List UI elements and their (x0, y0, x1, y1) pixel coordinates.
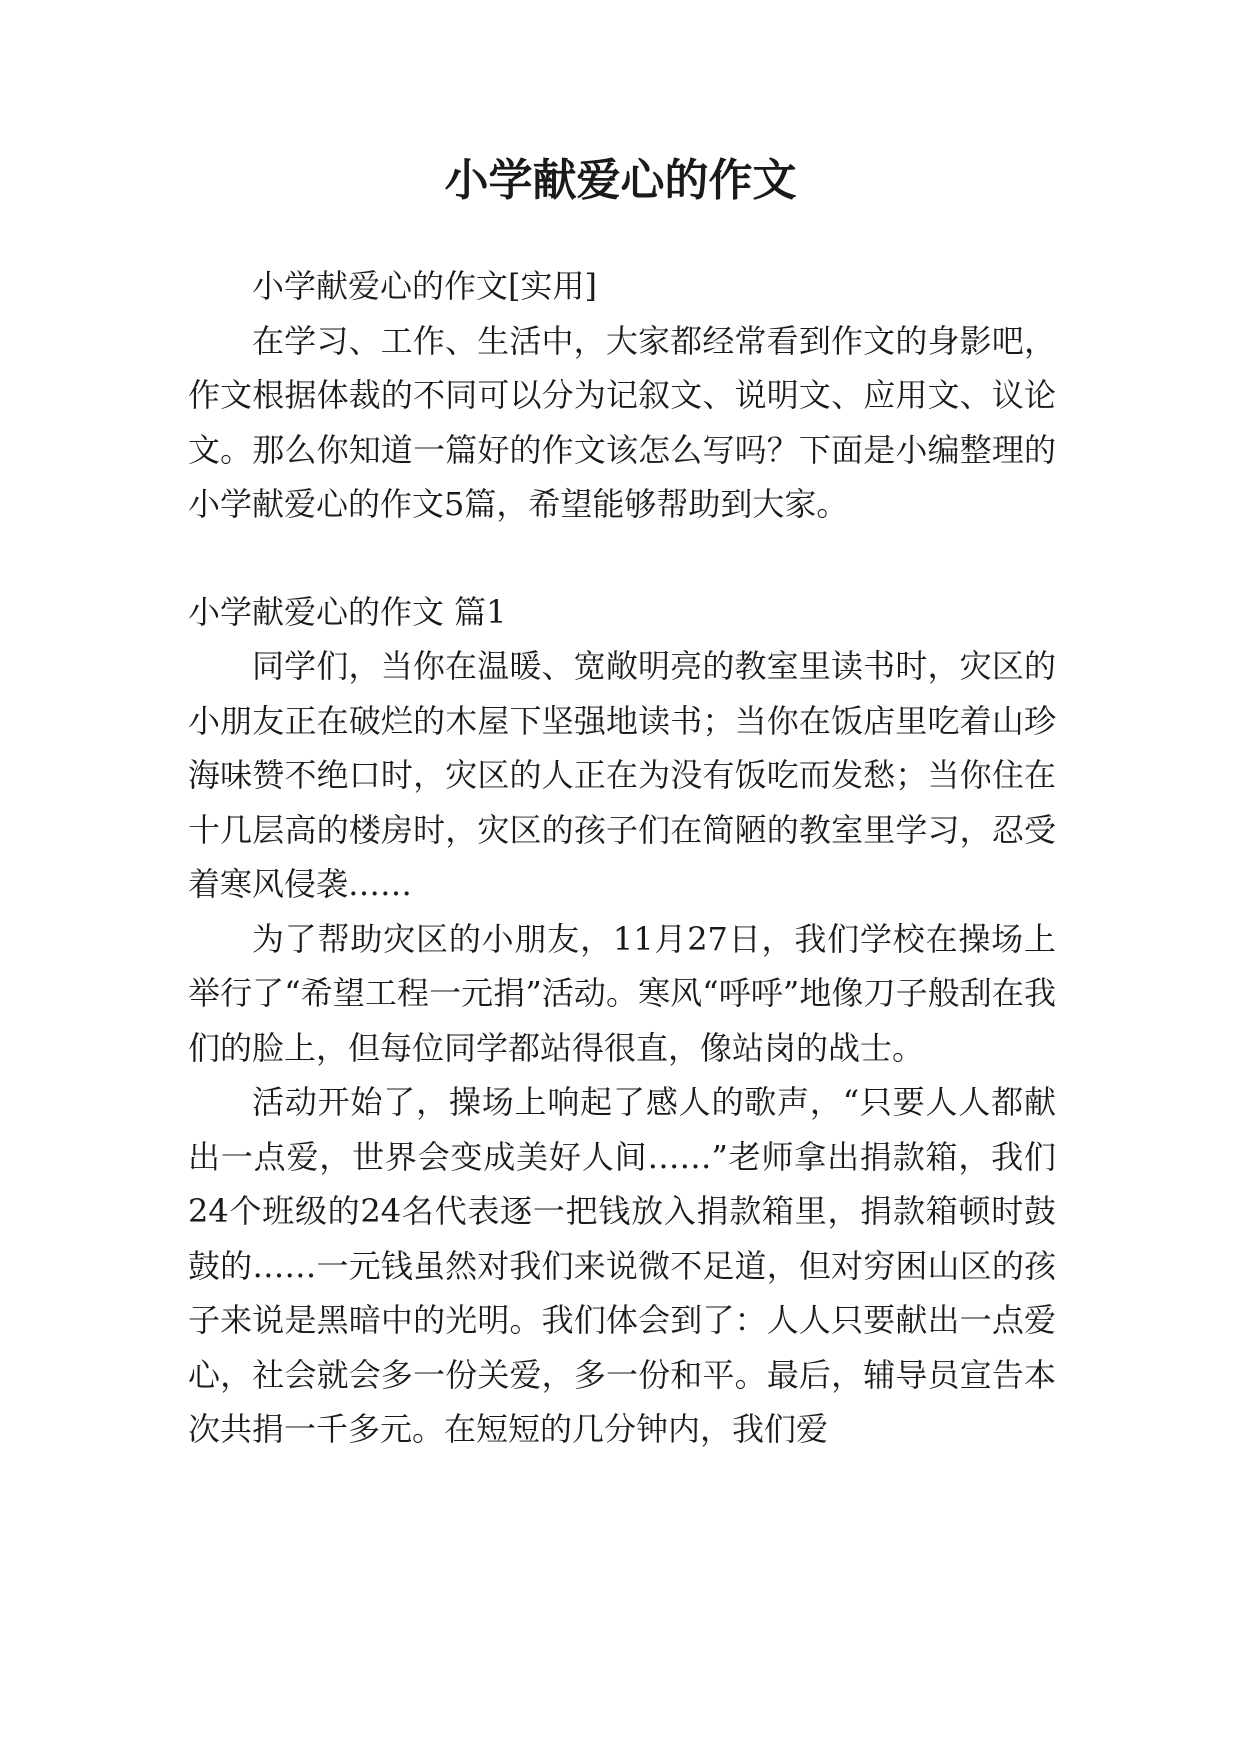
section-heading: 小学献爱心的作文 篇1 (188, 592, 507, 631)
document-body (188, 259, 1056, 1457)
intro-paragraph: 在学习、工作、生活中，大家都经常看到作文的身影吧，作文根据体裁的不同可以分为记叙文、说明文、应用文、议论文。那么你知道一篇好的作文该怎么写吗？下面是小编整理的小学献爱心的作文5篇，希望能够帮助到大家。 (188, 321, 1056, 523)
body-paragraph: 活动开始了，操场上响起了感人的歌声，“只要人人都献出一点爱，世界会变成美好人间……”老师拿出捐款箱，我们24个班级的24名代表逐一把钱放入捐款箱里，捐款箱顿时鼓鼓的……一元钱虽然对我们来说微不足道，但对穷困山区的孩子来说是黑暗中的光明。我们体会到了：人人只要献出一点爱心，社会就会多一份关爱，多一份和平。最后，辅导员宣告本次共捐一千多元。在短短的几分钟内，我们爱 (188, 1083, 1056, 1448)
body-paragraph: 同学们，当你在温暖、宽敞明亮的教室里读书时，灾区的小朋友正在破烂的木屋下坚强地读书；当你在饭店里吃着山珍海味赞不绝口时，灾区的人正在为没有饭吃而发愁；当你住在十几层高的楼房时，灾区的孩子们在简陋的教室里学习，忍受着寒风侵袭…… (188, 647, 1056, 903)
document-title: 小学献爱心的作文 (444, 155, 797, 206)
subtitle-paragraph: 小学献爱心的作文[实用] (252, 267, 597, 305)
body-paragraph: 为了帮助灾区的小朋友，11月27日，我们学校在操场上举行了“希望工程一元捐”活动。寒风“呼呼”地像刀子般刮在我们的脸上，但每位同学都站得很直，像站岗的战士。 (188, 919, 1056, 1067)
